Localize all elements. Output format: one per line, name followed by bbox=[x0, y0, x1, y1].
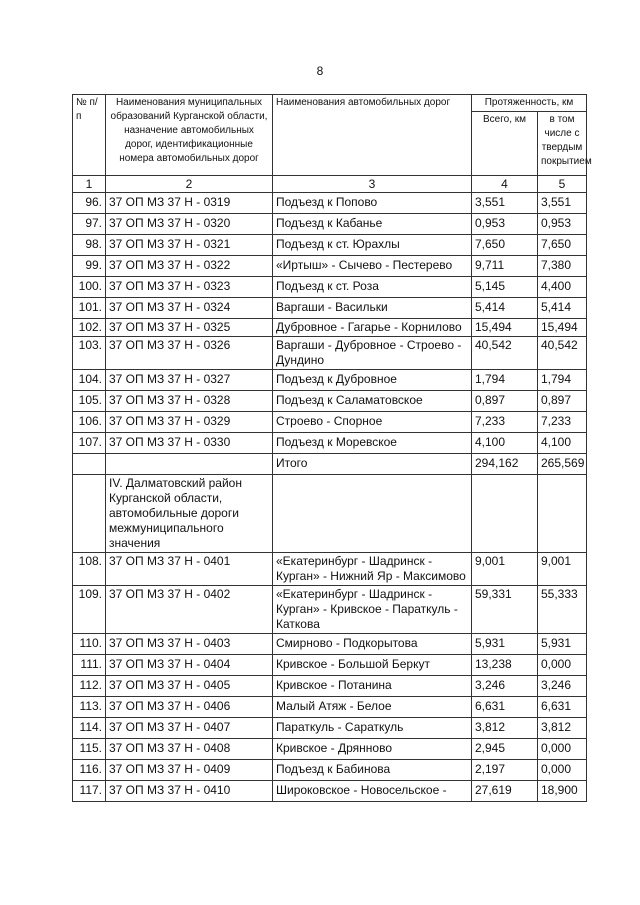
road-id: 37 ОП МЗ 37 Н - 0409 bbox=[106, 760, 273, 781]
road-id: 37 ОП МЗ 37 Н - 0330 bbox=[106, 433, 273, 454]
length-hard-surface: 15,494 bbox=[538, 319, 587, 337]
header-row bbox=[73, 95, 587, 112]
row-number: 106. bbox=[73, 412, 106, 433]
column-number: 1 bbox=[73, 176, 106, 193]
table-row bbox=[73, 553, 587, 586]
road-id: 37 ОП МЗ 37 Н - 0321 bbox=[106, 235, 273, 256]
length-total: 0,953 bbox=[472, 214, 538, 235]
road-name: «Екатеринбург - Шадринск - Курган» - Нижний Яр - Максимово bbox=[273, 553, 472, 586]
row-number: 115. bbox=[73, 739, 106, 760]
length-total: 2,945 bbox=[472, 739, 538, 760]
road-name: «Екатеринбург - Шадринск - Курган» - Кривское - Параткуль - Каткова bbox=[273, 586, 472, 634]
road-name: Широковское - Новосельское - bbox=[273, 781, 472, 802]
road-name: Дубровное - Гагарье - Корнилово bbox=[273, 319, 472, 337]
header-col-1: № п/п bbox=[73, 95, 106, 176]
length-hard-surface: 0,000 bbox=[538, 760, 587, 781]
road-name: Варгаши - Васильки bbox=[273, 298, 472, 319]
length-hard-surface: 4,400 bbox=[538, 277, 587, 298]
length-total: 13,238 bbox=[472, 655, 538, 676]
table-row bbox=[73, 433, 587, 454]
total-row bbox=[73, 454, 587, 475]
empty-cell bbox=[273, 475, 472, 553]
page-number: 8 bbox=[316, 64, 324, 78]
length-hard-surface: 7,380 bbox=[538, 256, 587, 277]
column-number: 4 bbox=[472, 176, 538, 193]
road-name: Кривское - Дрянново bbox=[273, 739, 472, 760]
table-row bbox=[73, 655, 587, 676]
length-total: 3,812 bbox=[472, 718, 538, 739]
road-id: 37 ОП МЗ 37 Н - 0408 bbox=[106, 739, 273, 760]
road-name: Подъезд к ст. Роза bbox=[273, 277, 472, 298]
length-hard-surface: 0,897 bbox=[538, 391, 587, 412]
table-row bbox=[73, 337, 587, 370]
empty-cell bbox=[472, 475, 538, 553]
column-number: 2 bbox=[106, 176, 273, 193]
row-number: 96. bbox=[73, 193, 106, 214]
length-total: 0,897 bbox=[472, 391, 538, 412]
table-row bbox=[73, 697, 587, 718]
row-number: 98. bbox=[73, 235, 106, 256]
total-length: 294,162 bbox=[472, 454, 538, 475]
length-total: 7,650 bbox=[472, 235, 538, 256]
road-name: Кривское - Потанина bbox=[273, 676, 472, 697]
road-id: 37 ОП МЗ 37 Н - 0320 bbox=[106, 214, 273, 235]
table-row bbox=[73, 718, 587, 739]
length-total: 3,246 bbox=[472, 676, 538, 697]
table-row bbox=[73, 634, 587, 655]
row-number: 97. bbox=[73, 214, 106, 235]
table-row bbox=[73, 676, 587, 697]
length-hard-surface: 3,246 bbox=[538, 676, 587, 697]
road-name: Подъезд к Попово bbox=[273, 193, 472, 214]
length-total: 40,542 bbox=[472, 337, 538, 370]
table-row bbox=[73, 214, 587, 235]
road-id: 37 ОП МЗ 37 Н - 0322 bbox=[106, 256, 273, 277]
empty-cell bbox=[538, 475, 587, 553]
road-name: Подъезд к Моревское bbox=[273, 433, 472, 454]
road-id: 37 ОП МЗ 37 Н - 0402 bbox=[106, 586, 273, 634]
road-id: 37 ОП МЗ 37 Н - 0327 bbox=[106, 370, 273, 391]
road-id: 37 ОП МЗ 37 Н - 0324 bbox=[106, 298, 273, 319]
length-hard-surface: 3,812 bbox=[538, 718, 587, 739]
length-hard-surface: 7,650 bbox=[538, 235, 587, 256]
header-col-5: в том числе с твердым покрытием bbox=[538, 112, 587, 176]
road-name: Подъезд к Бабинова bbox=[273, 760, 472, 781]
section-title: IV. Далматовский район Курганской области, автомобильные дороги межмуниципального значения bbox=[106, 475, 273, 553]
total-label: Итого bbox=[273, 454, 472, 475]
table-row bbox=[73, 370, 587, 391]
road-name: Параткуль - Сараткуль bbox=[273, 718, 472, 739]
row-number: 113. bbox=[73, 697, 106, 718]
road-id: 37 ОП МЗ 37 Н - 0401 bbox=[106, 553, 273, 586]
road-id: 37 ОП МЗ 37 Н - 0406 bbox=[106, 697, 273, 718]
road-name: Подъезд к Саламатовское bbox=[273, 391, 472, 412]
length-hard-surface: 0,000 bbox=[538, 655, 587, 676]
header-col-4: Всего, км bbox=[472, 112, 538, 176]
road-name: Варгаши - Дубровное - Строево - Дундино bbox=[273, 337, 472, 370]
length-total: 59,331 bbox=[472, 586, 538, 634]
road-name: Малый Атяж - Белое bbox=[273, 697, 472, 718]
row-number: 101. bbox=[73, 298, 106, 319]
roads-table bbox=[72, 94, 592, 802]
road-id: 37 ОП МЗ 37 Н - 0319 bbox=[106, 193, 273, 214]
road-id: 37 ОП МЗ 37 Н - 0405 bbox=[106, 676, 273, 697]
length-total: 2,197 bbox=[472, 760, 538, 781]
row-number: 116. bbox=[73, 760, 106, 781]
empty-cell bbox=[73, 454, 106, 475]
road-id: 37 ОП МЗ 37 Н - 0323 bbox=[106, 277, 273, 298]
header-col-3: Наименования автомобильных дорог bbox=[273, 95, 472, 176]
row-number: 117. bbox=[73, 781, 106, 802]
row-number: 108. bbox=[73, 553, 106, 586]
road-id: 37 ОП МЗ 37 Н - 0329 bbox=[106, 412, 273, 433]
length-hard-surface: 5,931 bbox=[538, 634, 587, 655]
total-hard-surface: 265,569 bbox=[538, 454, 587, 475]
column-number-row bbox=[73, 176, 587, 193]
row-number: 105. bbox=[73, 391, 106, 412]
empty-cell bbox=[106, 454, 273, 475]
table-row bbox=[73, 235, 587, 256]
row-number: 100. bbox=[73, 277, 106, 298]
row-number: 104. bbox=[73, 370, 106, 391]
road-name: Смирново - Подкорытова bbox=[273, 634, 472, 655]
table-row bbox=[73, 781, 587, 802]
length-hard-surface: 5,414 bbox=[538, 298, 587, 319]
length-hard-surface: 6,631 bbox=[538, 697, 587, 718]
row-number: 114. bbox=[73, 718, 106, 739]
row-number: 99. bbox=[73, 256, 106, 277]
table-row bbox=[73, 412, 587, 433]
table-row bbox=[73, 739, 587, 760]
row-number: 107. bbox=[73, 433, 106, 454]
row-number: 103. bbox=[73, 337, 106, 370]
length-hard-surface: 0,000 bbox=[538, 739, 587, 760]
table-row bbox=[73, 298, 587, 319]
length-total: 3,551 bbox=[472, 193, 538, 214]
road-id: 37 ОП МЗ 37 Н - 0403 bbox=[106, 634, 273, 655]
length-total: 5,145 bbox=[472, 277, 538, 298]
length-hard-surface: 9,001 bbox=[538, 553, 587, 586]
length-hard-surface: 1,794 bbox=[538, 370, 587, 391]
road-name: Подъезд к Кабанье bbox=[273, 214, 472, 235]
table-row bbox=[73, 193, 587, 214]
section-row bbox=[73, 475, 587, 553]
road-name: Строево - Спорное bbox=[273, 412, 472, 433]
length-total: 9,001 bbox=[472, 553, 538, 586]
road-name: «Иртыш» - Сычево - Пестерево bbox=[273, 256, 472, 277]
road-name: Подъезд к Дубровное bbox=[273, 370, 472, 391]
length-total: 4,100 bbox=[472, 433, 538, 454]
length-hard-surface: 3,551 bbox=[538, 193, 587, 214]
length-hard-surface: 18,900 bbox=[538, 781, 587, 802]
road-id: 37 ОП МЗ 37 Н - 0325 bbox=[106, 319, 273, 337]
table-row bbox=[73, 391, 587, 412]
row-number: 112. bbox=[73, 676, 106, 697]
table-row bbox=[73, 277, 587, 298]
table-row bbox=[73, 586, 587, 634]
length-hard-surface: 40,542 bbox=[538, 337, 587, 370]
table-row bbox=[73, 256, 587, 277]
length-total: 7,233 bbox=[472, 412, 538, 433]
length-total: 5,931 bbox=[472, 634, 538, 655]
length-hard-surface: 7,233 bbox=[538, 412, 587, 433]
length-total: 27,619 bbox=[472, 781, 538, 802]
length-hard-surface: 55,333 bbox=[538, 586, 587, 634]
table-row bbox=[73, 319, 587, 337]
road-id: 37 ОП МЗ 37 Н - 0326 bbox=[106, 337, 273, 370]
length-hard-surface: 0,953 bbox=[538, 214, 587, 235]
column-number: 3 bbox=[273, 176, 472, 193]
road-id: 37 ОП МЗ 37 Н - 0410 bbox=[106, 781, 273, 802]
row-number: 110. bbox=[73, 634, 106, 655]
length-total: 15,494 bbox=[472, 319, 538, 337]
empty-cell bbox=[73, 475, 106, 553]
header-col-2: Наименования муниципальных образований Курганской области, назначение автомобильных дорог, идентификационные номера автомобильных дорог bbox=[106, 95, 273, 176]
length-total: 5,414 bbox=[472, 298, 538, 319]
length-total: 1,794 bbox=[472, 370, 538, 391]
road-id: 37 ОП МЗ 37 Н - 0404 bbox=[106, 655, 273, 676]
header-length: Протяженность, км bbox=[472, 95, 587, 112]
road-id: 37 ОП МЗ 37 Н - 0328 bbox=[106, 391, 273, 412]
row-number: 111. bbox=[73, 655, 106, 676]
road-id: 37 ОП МЗ 37 Н - 0407 bbox=[106, 718, 273, 739]
road-name: Кривское - Большой Беркут bbox=[273, 655, 472, 676]
length-total: 6,631 bbox=[472, 697, 538, 718]
road-name: Подъезд к ст. Юрахлы bbox=[273, 235, 472, 256]
length-hard-surface: 4,100 bbox=[538, 433, 587, 454]
length-total: 9,711 bbox=[472, 256, 538, 277]
row-number: 102. bbox=[73, 319, 106, 337]
table-row bbox=[73, 760, 587, 781]
column-number: 5 bbox=[538, 176, 587, 193]
row-number: 109. bbox=[73, 586, 106, 634]
